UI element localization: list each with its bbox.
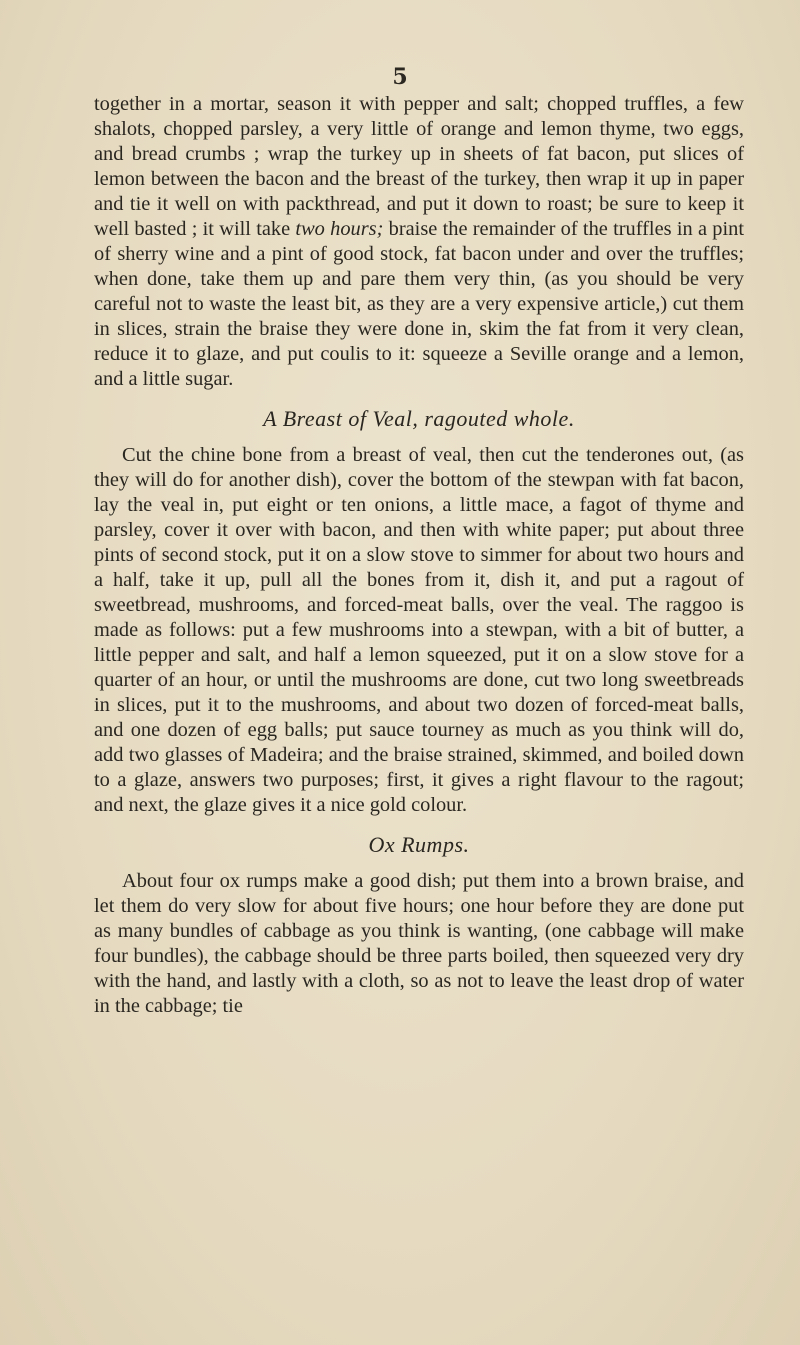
section-body-ox-rumps: About four ox rumps make a good dish; put them into a brown braise, and let them do very slow for about five hours; one hour before they are done put as many bundles of cabbage as you think is wanting, (one cabbage will make four bundles), the cabbage should be three parts boiled, then squeezed very dry with the hand, and lastly with a cloth, so as not to leave the least drop of water in the cabbage; tie xyxy=(94,870,744,1017)
page-number: 5 xyxy=(392,64,408,90)
opening-emphasis: two hours; xyxy=(295,218,384,240)
opening-text-part-1: together in a mortar, season it with pepper and salt; chopped truffles, a few shalots, chopped parsley, a very little of orange and lemon thyme, two eggs, and bread crumbs ; wrap the turkey up in sheets of fat bacon, put slices of lemon between the bacon and the breast of the turkey, then wrap it up in paper and tie it well on with packthread, and put it down to roast; be sure to keep it well basted ; it will take xyxy=(94,93,744,240)
opening-paragraph xyxy=(94,92,744,392)
section-body-breast-of-veal: Cut the chine bone from a breast of veal, then cut the tenderones out, (as they will do for another dish), cover the bottom of the stewpan with fat bacon, lay the veal in, put eight or ten onions, a little mace, a fagot of thyme and parsley, cover it over with bacon, and then with white paper; put about three pints of second stock, put it on a slow stove to simmer for about two hours and a half, take it up, pull all the bones from it, dish it, and put a ragout of sweetbread, mushrooms, and forced-meat balls, over the veal. The raggoo is made as follows: put a few mushrooms into a stewpan, with a bit of butter, a little pepper and salt, and half a lemon squeezed, put it on a slow stove for a quarter of an hour, or until the mushrooms are done, cut two long sweetbreads in slices, put it to the mushrooms, and about two dozen of forced-meat balls, and one dozen of egg balls; put sauce tourney as much as you think will do, add two glasses of Madeira; and the braise strained, skimmed, and boiled down to a glaze, answers two purposes; first, it gives a right flavour to the ragout; and next, the glaze gives it a nice gold colour. xyxy=(94,444,744,816)
section-heading-breast-of-veal: A Breast of Veal, ragouted whole. xyxy=(263,406,575,431)
opening-text-part-2: braise the remainder of the truffles in a pint of sherry wine and a pint of good stock, fat bacon under and over the truffles; when done, take them up and pare them very thin, (as you should be very careful not to waste the least bit, as they are a very expensive article,) cut them in slices, strain the braise they were done in, skim the fat from it very clean, reduce it to glaze, and put coulis to it: squeeze a Seville orange and a lemon, and a little sugar. xyxy=(94,218,744,390)
section-heading-ox-rumps: Ox Rumps. xyxy=(368,832,470,857)
page-text xyxy=(94,92,744,1019)
